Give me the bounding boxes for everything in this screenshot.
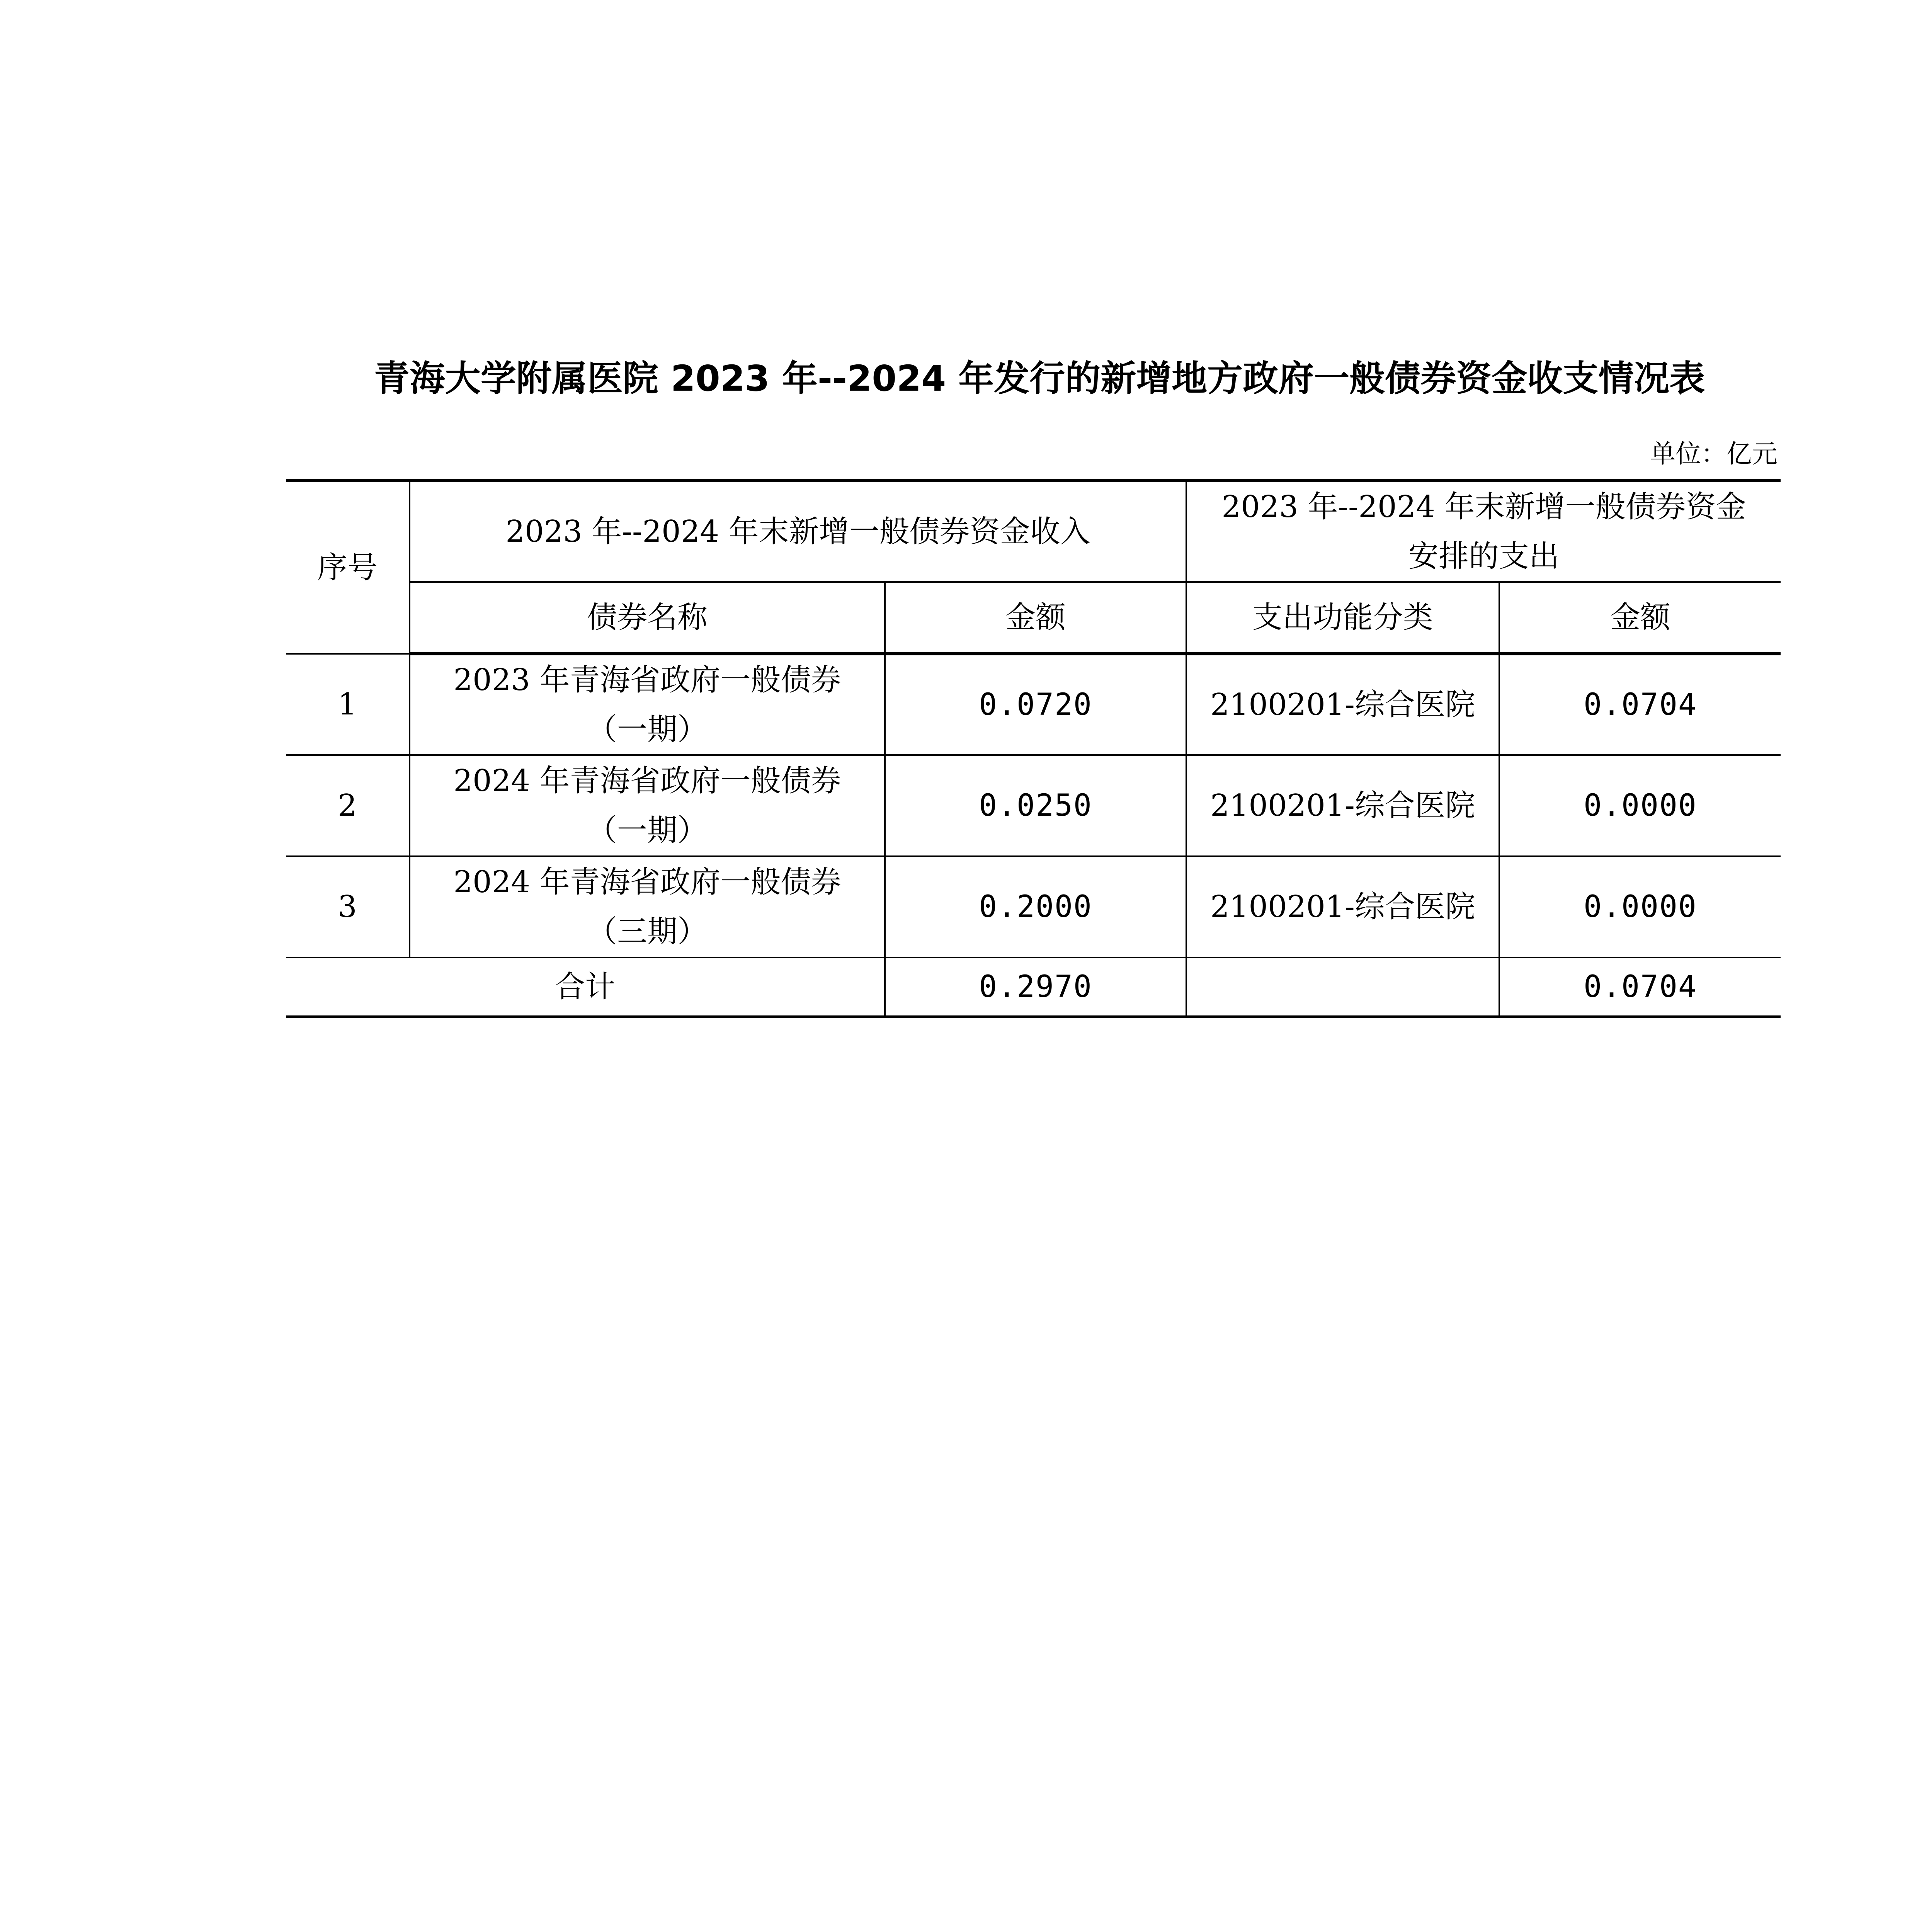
row-serial: 3: [286, 856, 410, 957]
row-function-class: 2100201-综合医院: [1186, 755, 1499, 856]
row-serial: 1: [286, 654, 410, 755]
row-income-amount: 0.0720: [885, 654, 1186, 755]
header-bond-name: 债券名称: [410, 582, 885, 654]
row-serial: 2: [286, 755, 410, 856]
table-header-row-2: [286, 582, 1781, 654]
table-row: [286, 654, 1781, 755]
row-bond-name: 2023 年青海省政府一般债券（一期）: [410, 654, 885, 755]
row-income-amount: 0.0250: [885, 755, 1186, 856]
page-title: 青海大学附属医院 2023 年--2024 年发行的新增地方政府一般债券资金收支情况表: [374, 358, 1705, 399]
header-income-group: 2023 年--2024 年末新增一般债券资金收入: [410, 481, 1186, 582]
header-income-amount: 金额: [885, 582, 1186, 654]
row-expense-amount: 0.0000: [1499, 755, 1781, 856]
total-income-amount: 0.2970: [885, 957, 1186, 1017]
row-expense-amount: 0.0704: [1499, 654, 1781, 755]
table-row: [286, 856, 1781, 957]
total-expense-amount: 0.0704: [1499, 957, 1781, 1017]
row-function-class: 2100201-综合医院: [1186, 654, 1499, 755]
total-label: 合计: [286, 957, 885, 1017]
header-serial: 序号: [286, 481, 410, 654]
total-function-class: [1186, 957, 1499, 1017]
header-function-class: 支出功能分类: [1186, 582, 1499, 654]
row-expense-amount: 0.0000: [1499, 856, 1781, 957]
header-expense-amount: 金额: [1499, 582, 1781, 654]
row-bond-name: 2024 年青海省政府一般债券（三期）: [410, 856, 885, 957]
table-row: [286, 755, 1781, 856]
header-expense-group: 2023 年--2024 年末新增一般债券资金安排的支出: [1186, 481, 1781, 582]
table-header-row-1: [286, 481, 1781, 582]
row-income-amount: 0.2000: [885, 856, 1186, 957]
row-function-class: 2100201-综合医院: [1186, 856, 1499, 957]
bond-funds-table: [286, 479, 1781, 1018]
table-total-row: [286, 957, 1781, 1017]
row-bond-name: 2024 年青海省政府一般债券（一期）: [410, 755, 885, 856]
unit-label: 单位：亿元: [1650, 439, 1778, 469]
